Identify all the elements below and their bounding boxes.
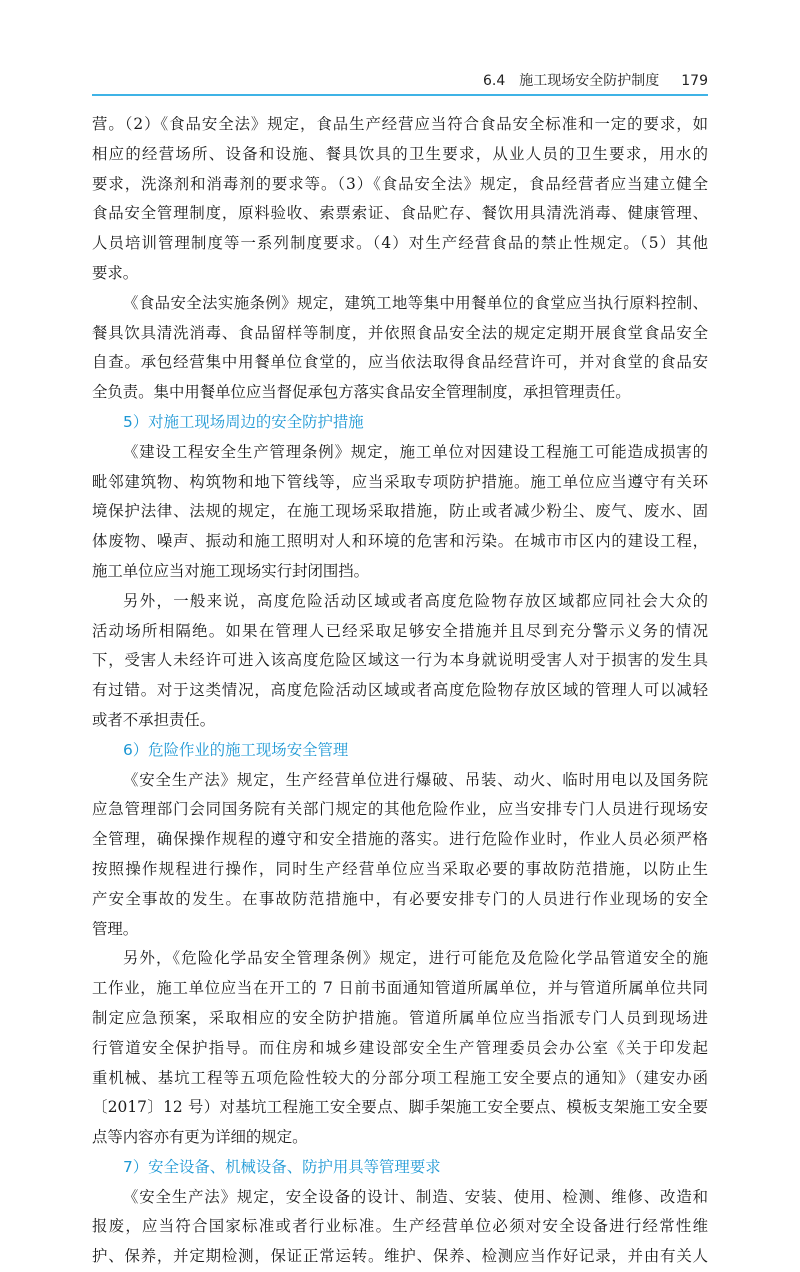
text-line: 施工单位应当对施工现场实行封闭围挡。 bbox=[92, 561, 370, 580]
text-line: 报废，应当符合国家标准或者行业标准。生产经营单位必须对安全设备进行经常性维 bbox=[92, 1217, 708, 1236]
text-line: 产安全事故的发生。在事故防范措施中，有必要安排专门的人员进行作业现场的安全 bbox=[92, 889, 708, 908]
text-line: 按照操作规程进行操作，同时生产经营单位应当采取必要的事故防范措施，以防止生 bbox=[92, 859, 708, 878]
text-line: 全负责。集中用餐单位应当督促承包方落实食品安全管理制度，承担管理责任。 bbox=[92, 383, 631, 402]
page-body bbox=[92, 110, 708, 1272]
text-line: 重机械、基坑工程等五项危险性较大的分部分项工程施工安全要点的通知》（建安办函 bbox=[92, 1068, 708, 1087]
text-line: 《食品安全法实施条例》规定，建筑工地等集中用餐单位的食堂应当执行原料控制、 bbox=[123, 293, 708, 312]
section-heading: 7）安全设备、机械设备、防护用具等管理要求 bbox=[123, 1157, 441, 1176]
text-line: 营。（2）《食品安全法》规定，食品生产经营应当符合食品安全标准和一定的要求，如 bbox=[92, 115, 708, 133]
text-line: 全管理，确保操作规程的遵守和安全措施的落实。进行危险作业时，作业人员必须严格 bbox=[92, 830, 708, 849]
text-line: 相应的经营场所、设备和设施、餐具饮具的卫生要求，从业人员的卫生要求，用水的 bbox=[92, 144, 708, 163]
text-line: 制定应急预案，采取相应的安全防护措施。管道所属单位应当指派专门人员到现场进 bbox=[92, 1008, 708, 1027]
text-line: 毗邻建筑物、构筑物和地下管线等，应当采取专项防护措施。施工单位应当遵守有关环 bbox=[92, 472, 708, 491]
text-line: 工作业，施工单位应当在开工的 7 日前书面通知管道所属单位，并与管道所属单位共同 bbox=[92, 979, 708, 998]
text-line: 下，受害人未经许可进入该高度危险区域这一行为本身就说明受害人对于损害的发生具 bbox=[92, 651, 708, 670]
page-header bbox=[92, 68, 708, 96]
text-line: 另外，一般来说，高度危险活动区域或者高度危险物存放区域都应同社会大众的 bbox=[123, 591, 708, 610]
text-line: 或者不承担责任。 bbox=[92, 710, 216, 729]
text-line: 活动场所相隔绝。如果在管理人已经采取足够安全措施并且尽到充分警示义务的情况 bbox=[92, 621, 708, 640]
text-line: 《安全生产法》规定，安全设备的设计、制造、安装、使用、检测、维修、改造和 bbox=[123, 1187, 708, 1206]
text-line: 人员培训管理制度等一系列制度要求。（4）对生产经营食品的禁止性规定。（5）其他 bbox=[92, 234, 708, 253]
section-title: 6.4 施工现场安全防护制度 bbox=[483, 73, 660, 89]
text-line: 行管道安全保护指导。而住房和城乡建设部安全生产管理委员会办公室《关于印发起 bbox=[92, 1038, 708, 1057]
text-line: 体废物、噪声、振动和施工照明对人和环境的危害和污染。在城市市区内的建设工程， bbox=[92, 532, 708, 551]
text-line: 护、保养，并定期检测，保证正常运转。维护、保养、检测应当作好记录，并由有关人 bbox=[92, 1247, 708, 1266]
text-line: 要求，洗涤剂和消毒剂的要求等。（3）《食品安全法》规定，食品经营者应当建立健全 bbox=[92, 174, 708, 193]
text-line: 自查。承包经营集中用餐单位食堂的，应当依法取得食品经营许可，并对食堂的食品安 bbox=[92, 353, 708, 372]
text-line: 管理。 bbox=[92, 919, 139, 938]
text-line: 《建设工程安全生产管理条例》规定，施工单位对因建设工程施工可能造成损害的 bbox=[123, 442, 708, 461]
text-line: 餐具饮具清洗消毒、食品留样等制度，并依照食品安全法的规定定期开展食堂食品安全 bbox=[92, 323, 708, 342]
text-line: 点等内容亦有更为详细的规定。 bbox=[92, 1128, 308, 1147]
text-line: 应急管理部门会同国务院有关部门规定的其他危险作业，应当安排专门人员进行现场安 bbox=[92, 800, 708, 819]
section-heading: 5）对施工现场周边的安全防护措施 bbox=[123, 412, 364, 431]
text-line: 另外，《危险化学品安全管理条例》规定，进行可能危及危险化学品管道安全的施 bbox=[123, 949, 708, 968]
page-number: 179 bbox=[681, 73, 708, 89]
text-line: 〔2017〕12 号）对基坑工程施工安全要点、脚手架施工安全要点、模板支架施工安全要 bbox=[92, 1098, 708, 1117]
text-line: 有过错。对于这类情况，高度危险活动区域或者高度危险物存放区域的管理人可以减轻 bbox=[92, 681, 708, 700]
text-line: 食品安全管理制度，原料验收、索票索证、食品贮存、餐饮用具清洗消毒、健康管理、 bbox=[92, 204, 708, 223]
text-line: 《安全生产法》规定，生产经营单位进行爆破、吊装、动火、临时用电以及国务院 bbox=[123, 770, 708, 789]
section-heading: 6）危险作业的施工现场安全管理 bbox=[123, 740, 349, 759]
text-line: 境保护法律、法规的规定，在施工现场采取措施，防止或者减少粉尘、废气、废水、固 bbox=[92, 502, 708, 521]
text-line: 要求。 bbox=[92, 263, 139, 282]
header-right bbox=[483, 70, 708, 90]
